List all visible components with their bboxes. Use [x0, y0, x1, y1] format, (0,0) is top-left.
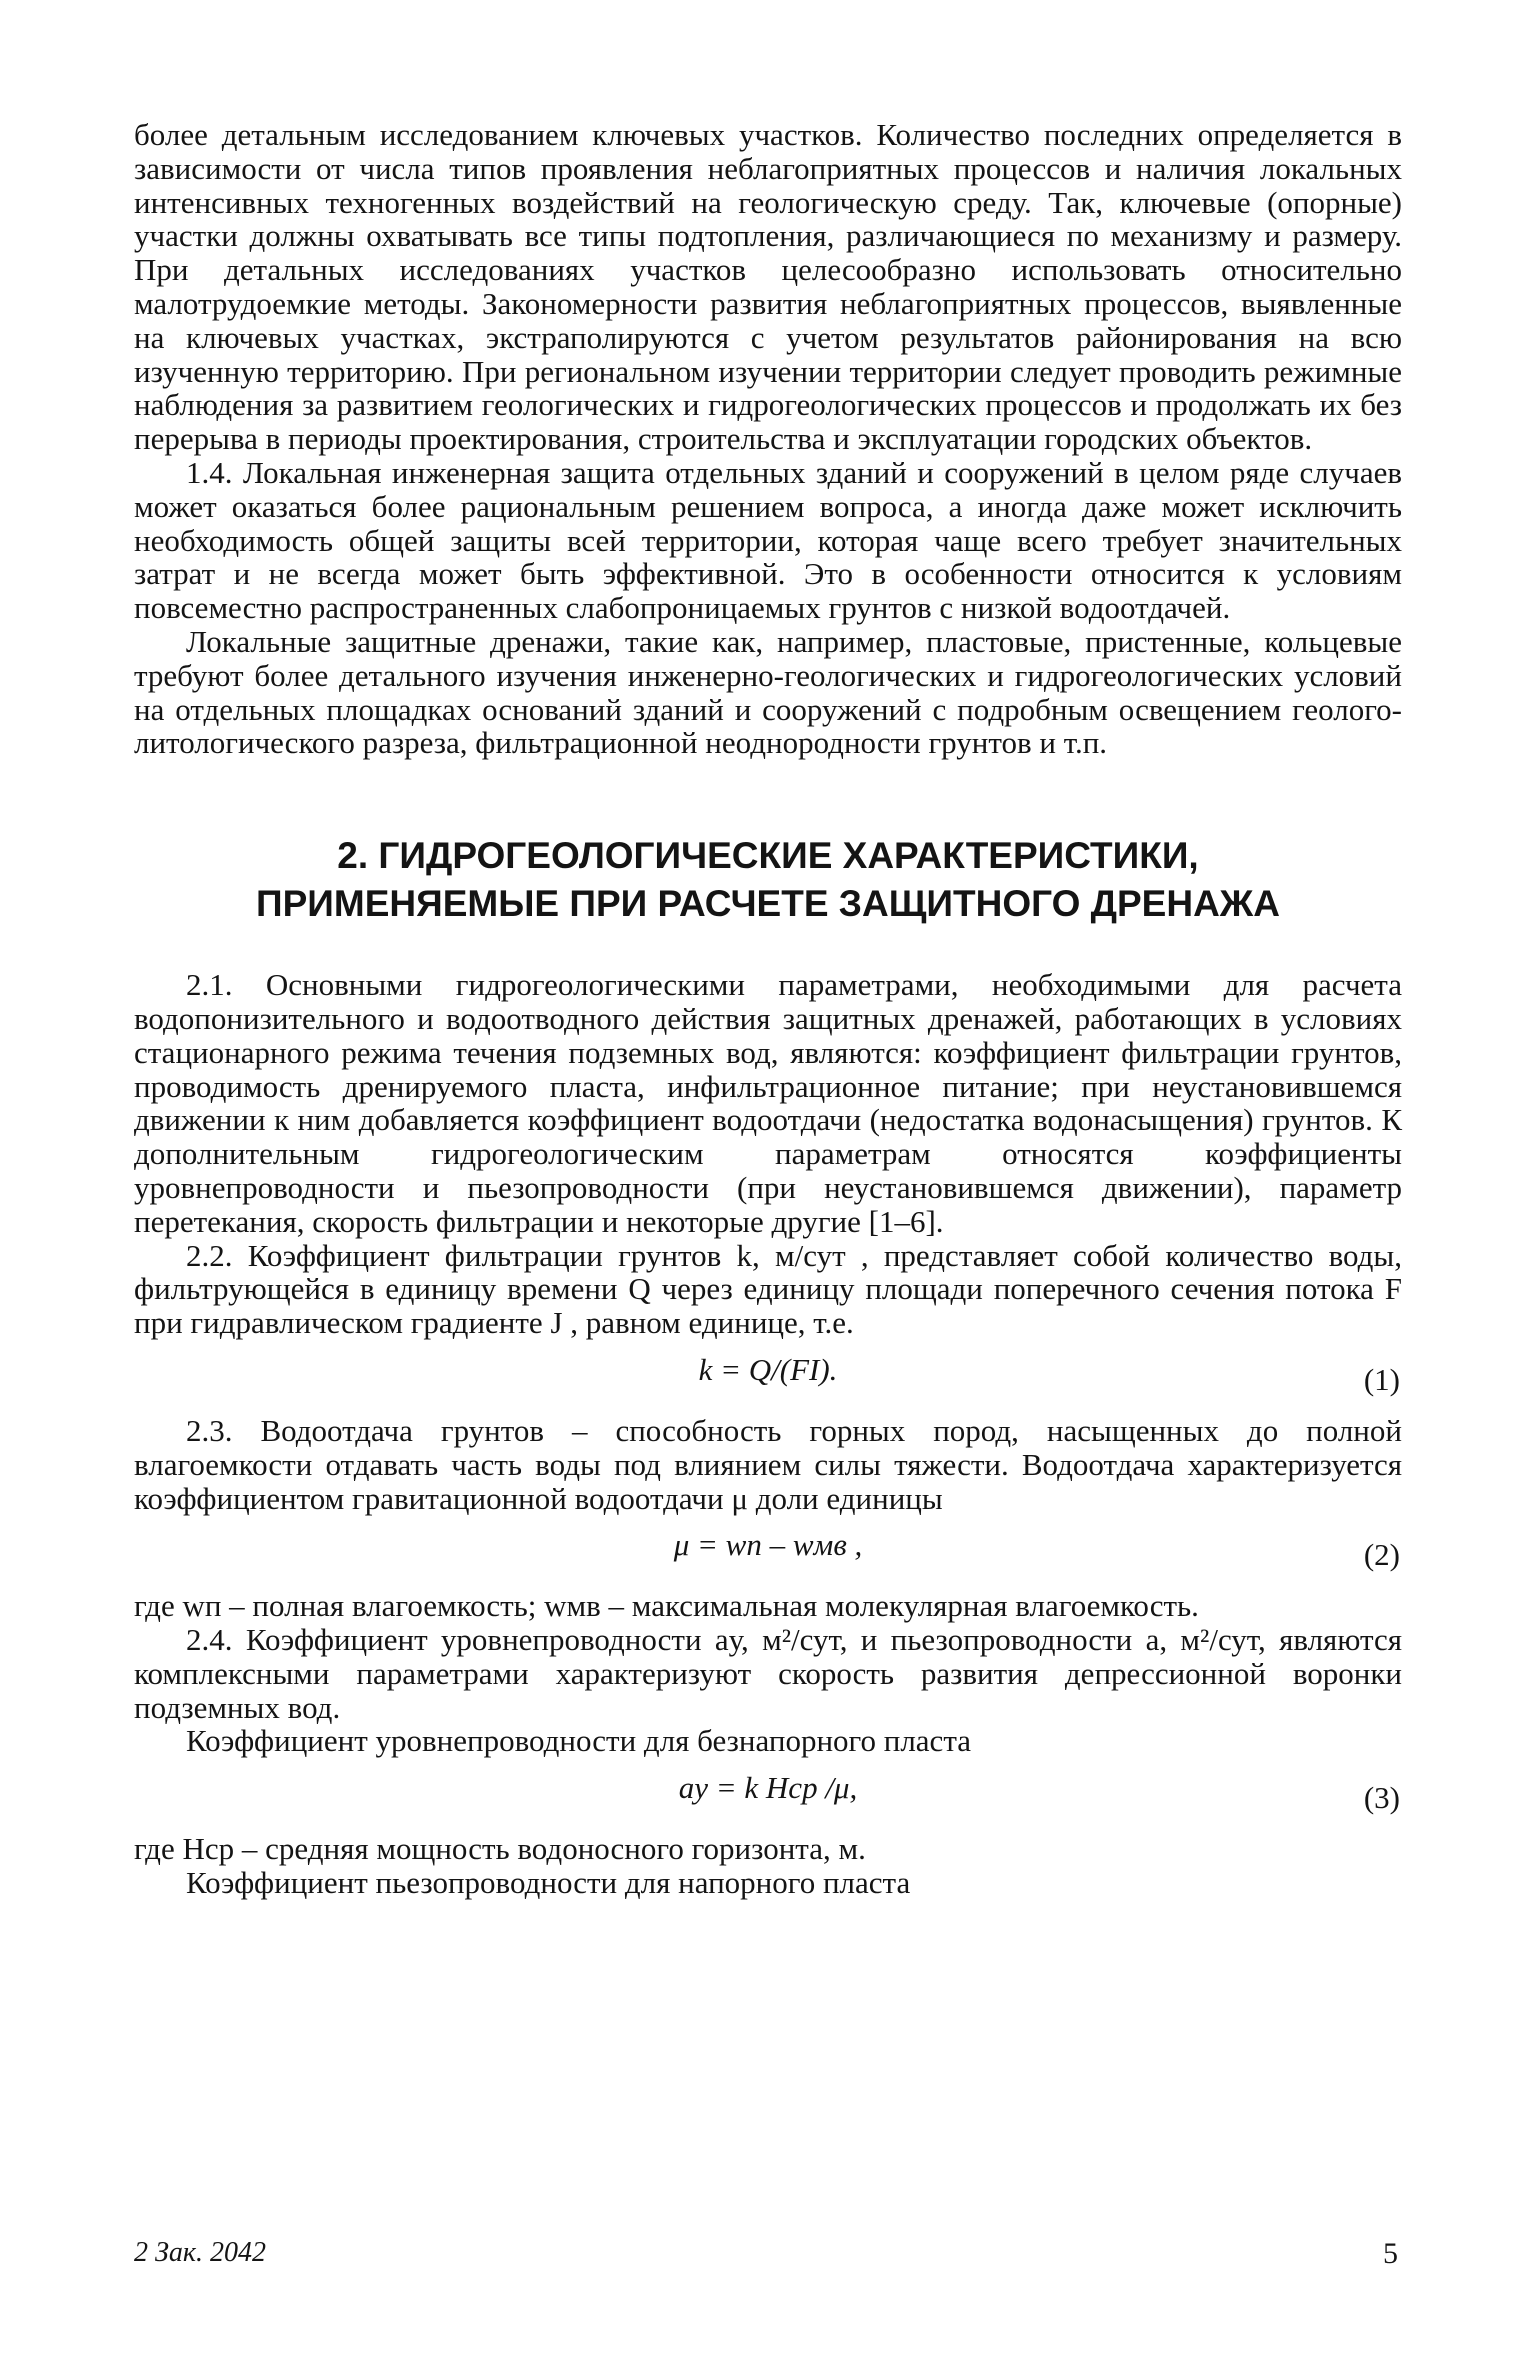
footer-order-number: 2 Зак. 2042 [134, 2237, 266, 2268]
page-body [134, 118, 1402, 1900]
formula-3-number: (3) [1363, 1780, 1400, 1816]
paragraph-2-4-confined: Коэффициент пьезопроводности для напорного пласта [186, 1865, 911, 1901]
paragraph-2-1: 2.1. Основными гидрогеологическими параметрами, необходимыми для расчета водопонизительного и водоотводного действия защитных дренажей, работающих в условиях стационарного режима течения подземных вод, являются: коэффициент фильтрации грунтов, проводимость дренируемого пласта, инфильтрационное питание; при неустановившемся движении к ним добавляется коэффициент водоотдачи (недостатка водонасыщения) грунтов. К дополнительным гидрогеологическим параметрам относятся коэффициенты уровнепроводности и пьезопроводности (при неустановившемся движении), параметр перетекания, скорость фильтрации и некоторые другие [1–6]. [134, 967, 1402, 1239]
paragraph-1-4: 1.4. Локальная инженерная защита отдельных зданий и сооружений в целом ряде случаев может оказаться более рациональным решением вопроса, а иногда даже может исключить необходимость общей защиты всей территории, которая чаще всего требует значительных затрат и не всегда может быть эффективной. Это в особенности относится к условиям повсеместно распространенных слабопроницаемых грунтов с низкой водоотдачей. [134, 454, 1402, 626]
paragraph-intro: более детальным исследованием ключевых участков. Количество последних определяется в зависимости от числа типов проявления неблагоприятных процессов и наличия локальных интенсивных техногенных воздействий на геологическую среду. Так, ключевые (опорные) участки должны охватывать все типы подтопления, различающиеся по механизму и размеру. При детальных исследованиях участков целесообразно использовать относительно малотрудоемкие методы. Закономерности развития неблагоприятных процессов, выявленные на ключевых участках, экстраполируются с учетом результатов районирования на всю изученную территорию. При региональном изучении территории следует проводить режимные наблюдения за развитием геологических и гидрогеологических процессов и продолжать их без перерыва в периоды проектирования, строительства и эксплуатации городских объектов. [134, 117, 1402, 457]
section-heading [134, 832, 1402, 928]
page-number: 5 [1383, 2237, 1398, 2270]
paragraph-2-3: 2.3. Водоотдача грунтов – способность горных пород, насыщенных до полной влагоемкости отдавать часть воды под влиянием силы тяжести. Водоотдача характеризуется коэффициентом гравитационной водоотдачи μ доли единицы [134, 1412, 1402, 1516]
formula-1-expression: k = Q/(FI). [698, 1351, 838, 1387]
formula-3-expression: aу = k Hср /μ, [678, 1770, 858, 1806]
section-heading-line1: 2. ГИДРОГЕОЛОГИЧЕСКИЕ ХАРАКТЕРИСТИКИ, [337, 835, 1199, 877]
paragraph-2-3-where: где wп – полная влагоемкость; wмв – максимальная молекулярная влагоемкость. [134, 1588, 1199, 1624]
formula-2-number: (2) [1363, 1537, 1400, 1573]
formula-3 [134, 1758, 1402, 1818]
formula-2-expression: μ = wп – wмв , [673, 1527, 863, 1563]
paragraph-2-4: 2.4. Коэффициент уровнепроводности aу, м²/сут, и пьезопроводности a, м²/сут, являются комплексными параметрами характеризуют скорость развития депрессионной воронки подземных вод. [134, 1622, 1402, 1725]
paragraph-2-2: 2.2. Коэффициент фильтрации грунтов k, м/сут , представляет собой количество воды, фильтрующейся в единицу времени Q через единицу площади поперечного сечения потока F при гидравлическом градиенте J , равном единице, т.е. [134, 1237, 1402, 1341]
section-heading-line2: ПРИМЕНЯЕМЫЕ ПРИ РАСЧЕТЕ ЗАЩИТНОГО ДРЕНАЖА [256, 883, 1280, 925]
paragraph-2-4-where: где Hср – средняя мощность водоносного горизонта, м. [134, 1831, 866, 1867]
formula-1 [134, 1340, 1402, 1400]
paragraph-1-4-drainage: Локальные защитные дренажи, такие как, например, пластовые, пристенные, кольцевые требуют более детального изучения инженерно-геологических и гидрогеологических условий на отдельных площадках оснований зданий и сооружений с подробным освещением геолого-литологического разреза, фильтрационной неоднородности грунтов и т.п. [134, 623, 1402, 761]
formula-2 [134, 1515, 1402, 1575]
paragraph-2-4-unconfined: Коэффициент уровнепроводности для безнапорного пласта [186, 1723, 972, 1759]
formula-1-number: (1) [1363, 1361, 1400, 1397]
